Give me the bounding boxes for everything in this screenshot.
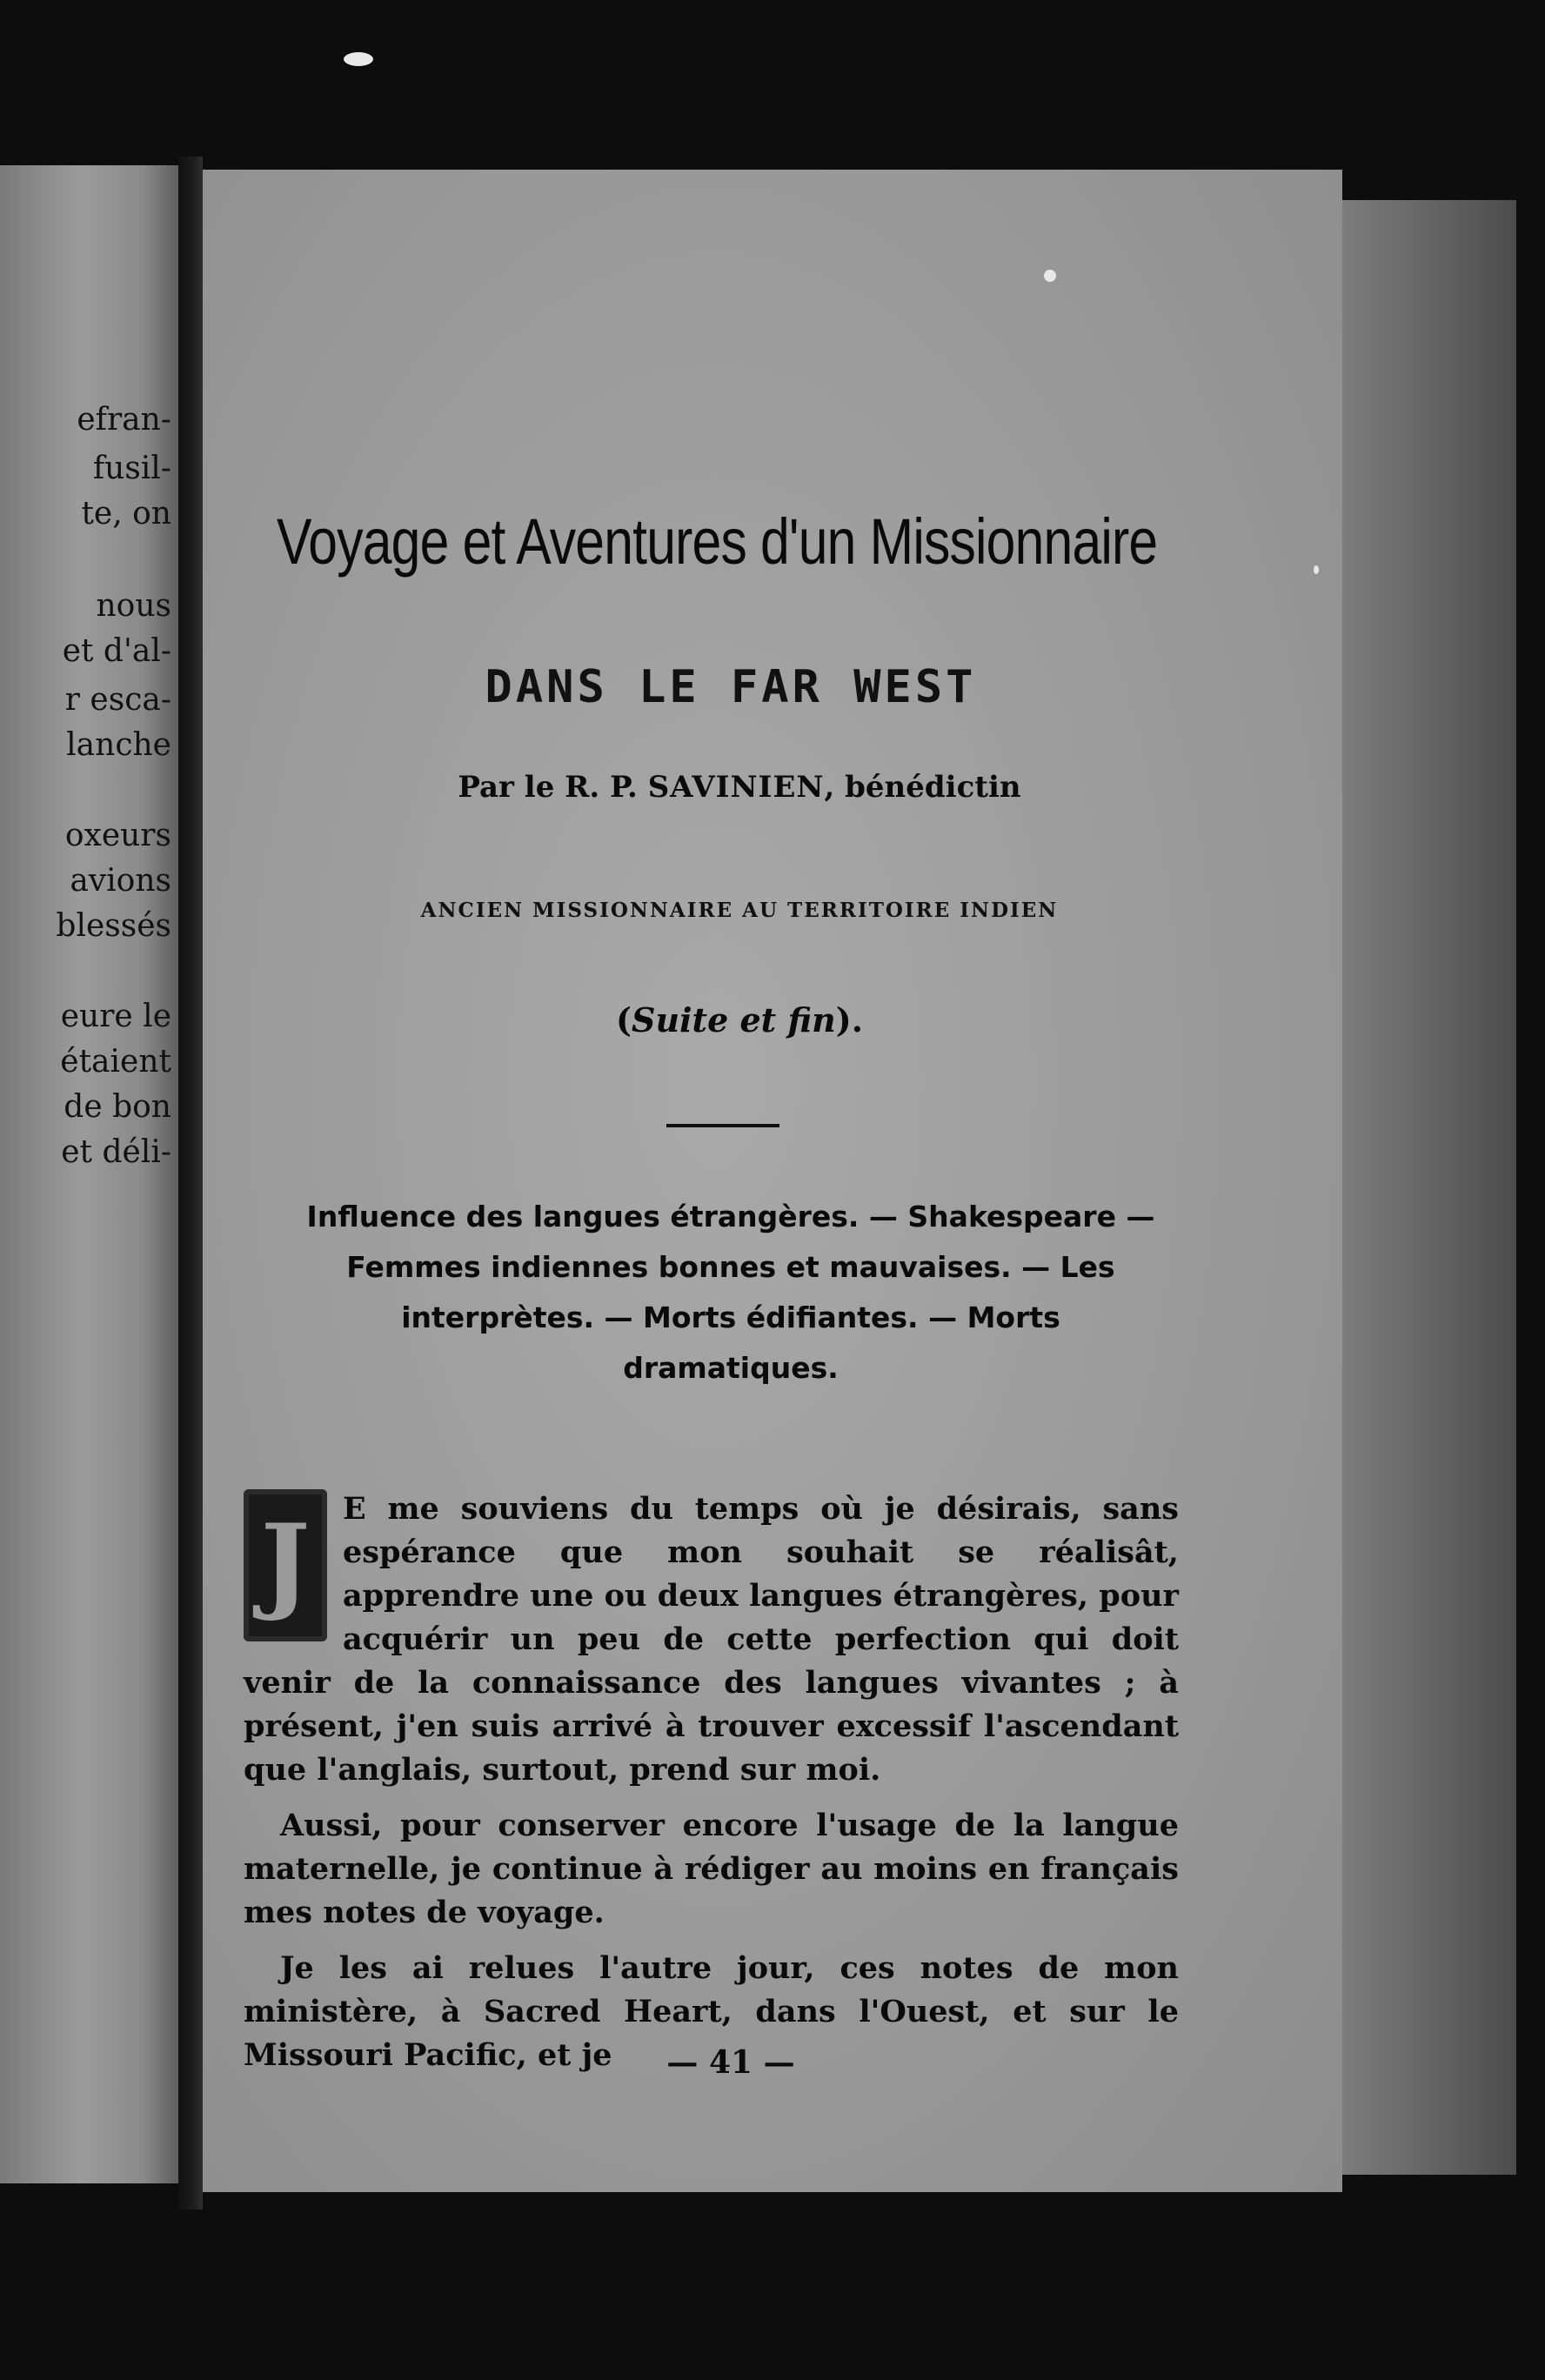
previous-page-line: de bon (64, 1089, 171, 1125)
previous-page-line: eure le (60, 999, 171, 1034)
summary-line: Femmes indiennes bonnes et mauvaises. — Les (346, 1250, 1115, 1284)
previous-page-fragment (0, 165, 178, 2183)
paragraph: Aussi, pour conserver encore l'usage de la langue maternelle, je continue à rédiger au moins en français mes notes de voyage. (244, 1808, 1179, 1930)
paragraph-text: E me souviens du temps où je désirais, sans espérance que mon souhait se réalisât, apprendre une ou deux langues étrangères, pour acquérir un peu de cette perfection qui doit venir de la connaissance des langues vivantes ; à présent, j'en suis arrivé à trouver excessif l'ascendant que l'anglais, surtout, prend sur moi. (244, 1491, 1179, 1788)
previous-page-line: r esca- (64, 682, 171, 718)
author-suffix: , bénédictin (824, 770, 1021, 805)
book-gutter (178, 157, 203, 2210)
author-name: SAVINIEN (647, 770, 825, 805)
paren-close: ). (835, 1000, 863, 1040)
page-number: — 41 — (666, 2044, 795, 2081)
previous-page-line: fusil- (92, 451, 171, 486)
continuation-note (487, 1000, 992, 1040)
dust-speck (344, 52, 373, 66)
author-line (365, 770, 1114, 805)
article-body (244, 1488, 1179, 2089)
previous-page-line: blessés (56, 908, 171, 944)
section-divider (666, 1124, 779, 1127)
ornamental-dropcap: J (244, 1489, 327, 1641)
summary-line: dramatiques. (623, 1351, 839, 1385)
previous-page-line: étaient (60, 1044, 171, 1080)
article-title: Voyage et Aventures d'un Missionnaire (277, 505, 1158, 578)
previous-page-line: te, on (81, 496, 171, 531)
article-subtitle: DANS LE FAR WEST (485, 661, 977, 713)
previous-page-line: lanche (66, 727, 171, 763)
continuation-text: Suite et fin (632, 1000, 836, 1040)
paragraph (244, 1488, 1179, 1792)
author-prefix: Par le R. P. (458, 770, 648, 805)
previous-page-line: avions (70, 863, 171, 899)
dust-speck (1044, 270, 1056, 282)
dust-speck (1314, 565, 1319, 574)
summary-line: interprètes. — Morts édifiantes. — Morts (401, 1300, 1060, 1334)
previous-page-line: et déli- (61, 1134, 171, 1170)
paren-open: ( (616, 1000, 632, 1040)
author-role: ANCIEN MISSIONNAIRE AU TERRITOIRE INDIEN (420, 899, 1059, 922)
previous-page-line: efran- (77, 402, 171, 438)
summary-line: Influence des langues étrangères. — Shakespeare — (306, 1200, 1155, 1233)
page-edge (1342, 200, 1516, 2175)
previous-page-line: nous (96, 588, 171, 624)
previous-page-line: oxeurs (64, 818, 171, 853)
previous-page-line: et d'al- (62, 633, 171, 669)
chapter-summary (252, 1192, 1209, 1394)
paragraph: Je les ai relues l'autre jour, ces notes de mon ministère, à Sacred Heart, dans l'Ouest, et sur le Missouri Pacific, et je (244, 1950, 1179, 2073)
